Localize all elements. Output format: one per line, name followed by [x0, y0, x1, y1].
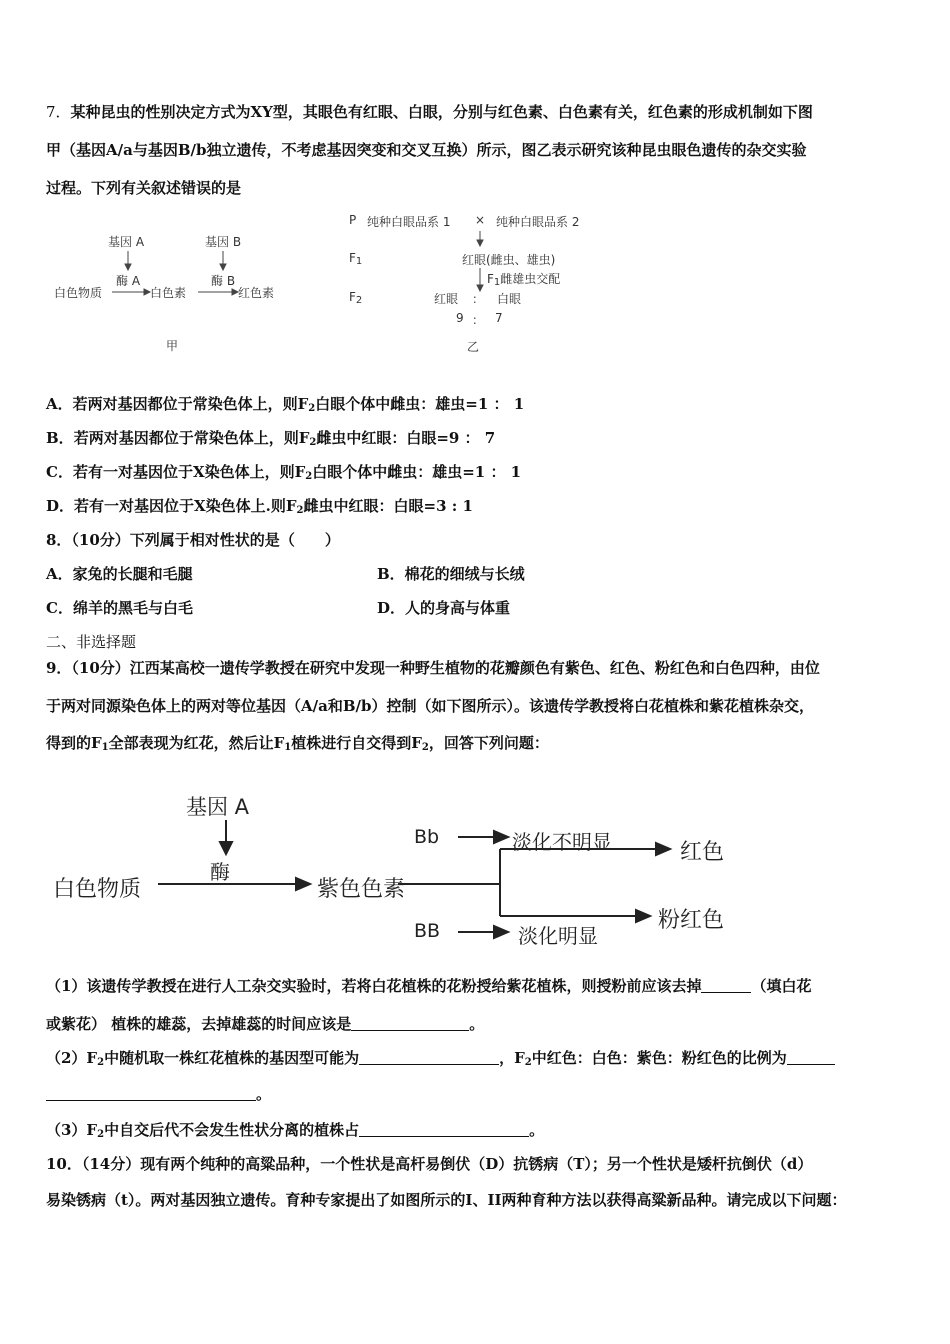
fig-q9-bb-hom: BB — [414, 920, 441, 942]
q7-number: 7． — [46, 103, 71, 121]
q7-stem-1: 某种昆虫的性别决定方式为XY型，其眼色有红眼、白眼，分别与红色素、白色素有关，红色素的形成机制如下图 — [70, 103, 813, 121]
fig-yi-f1-label: $F_1$ — [349, 251, 363, 267]
answer-blank-6[interactable] — [359, 1122, 529, 1137]
q8-option-d[interactable]: D．人的身高与体重 — [377, 599, 511, 617]
section-title: 二、非选择题 — [46, 633, 137, 651]
fig-jia-red-pigment: 红色素 — [238, 286, 275, 300]
q9-part-2-cont: 。 — [46, 1084, 271, 1104]
fig-q9-fade-strong: 淡化明显 — [518, 924, 598, 948]
q9-part-1-cont: 或紫花） 植株的雄蕊，去掉雄蕊的时间应该是 。 — [46, 1015, 485, 1033]
fig-q9-red: 红色 — [680, 840, 725, 865]
fig-jia-white-substance: 白色物质 — [54, 286, 103, 300]
fig-yi-cross: × — [475, 213, 486, 227]
q7-option-d[interactable]: D．若有一对基因位于X染色体上.则$F_2$雌虫中红眼：白眼=3 : 1 — [46, 497, 473, 516]
fig-yi-f1-phenotype: 红眼(雌虫、雄虫) — [462, 253, 556, 267]
fig-q9-gene-a: 基因 A — [186, 795, 250, 819]
fig-jia-enzyme-a: 酶 A — [116, 274, 141, 288]
fig-yi-colon: ： — [472, 292, 485, 306]
fig-jia-enzyme-b: 酶 B — [211, 274, 236, 288]
fig-jia-gene-a: 基因 A — [108, 235, 145, 249]
fig-q9-bb-het: Bb — [414, 826, 440, 848]
fig-q9-pink: 粉红色 — [658, 908, 725, 933]
fig-q9-fade-weak: 淡化不明显 — [512, 830, 612, 854]
fig-jia-caption: 甲 — [166, 339, 179, 353]
q7-option-b[interactable]: B．若两对基因都位于常染色体上，则$F_2$雌虫中红眼：白眼=9 ： 7 — [46, 429, 496, 448]
fig-jia-white-pigment: 白色素 — [150, 286, 187, 300]
fig-yi-red-eye: 红眼 — [434, 292, 459, 306]
q9-line-1: 9．（10分）江西某高校一遗传学教授在研究中发现一种野生植物的花瓣颜色有紫色、红色、粉红色和白色四种，由位 — [46, 659, 820, 677]
fig-yi-parent-1: 纯种白眼品系 1 — [367, 215, 451, 229]
fig-yi-caption: 乙 — [467, 340, 480, 354]
q9-line-2: 于两对同源染色体上的两对等位基因（A/a和B/b）控制（如下图所示）。该遗传学教授将白花植株和紫花植株杂交， — [46, 697, 814, 715]
q9-line-3: 得到的$F_1$全部表现为红花，然后让$F_1$植株进行自交得到$F_2$，回答下列问题： — [46, 734, 549, 753]
q7-line-2: 甲（基因A/a与基因B/b独立遗传，不考虑基因突变和交叉互换）所示，图乙表示研究该种昆虫眼色遗传的杂交实验 — [46, 141, 807, 159]
fig-yi-f2-label: $F_2$ — [349, 290, 363, 306]
q7-option-c[interactable]: C．若有一对基因位于X染色体上，则$F_2$白眼个体中雌虫：雄虫=1 ： 1 — [46, 463, 522, 482]
fig-yi-white-eye: 白眼 — [497, 292, 522, 306]
q9-part-2: $(2)F_2$中随机取一株红花植株的基因型可能为 ，$F_2$中红色：白色：紫色：粉红色的比例为 — [46, 1048, 835, 1068]
answer-blank-5[interactable] — [46, 1086, 256, 1101]
answer-blank-4[interactable] — [787, 1050, 835, 1065]
q8-option-c[interactable]: C．绵羊的黑毛与白毛 — [46, 599, 193, 617]
fig-yi-ratio-colon: ： — [472, 313, 485, 327]
fig-yi-f1-mating: $F_1$雌雄虫交配 — [487, 272, 561, 288]
answer-blank-1[interactable] — [701, 978, 751, 993]
fig-yi-ratio-9: 9 — [456, 311, 464, 325]
q9-part-3: $(3)F_2$中自交后代不会发生性状分离的植株占 。 — [46, 1121, 545, 1140]
fig-q9-white-substance: 白色物质 — [53, 877, 142, 902]
answer-blank-3[interactable] — [359, 1050, 499, 1065]
fig-jia-gene-b: 基因 B — [205, 235, 242, 249]
q8-option-b[interactable]: B．棉花的细绒与长绒 — [377, 565, 525, 583]
q10-line-2: 易染锈病（t）。两对基因独立遗传。育种专家提出了如图所示的I、II两种育种方法以获得高粱新品种。请完成以下问题： — [46, 1191, 847, 1209]
q7-option-a[interactable]: A．若两对基因都位于常染色体上，则$F_2$白眼个体中雌虫：雄虫=1 ： 1 — [46, 395, 525, 414]
fig-yi-parent-2: 纯种白眼品系 2 — [496, 215, 580, 229]
fig-q9-purple-pigment: 紫色色素 — [317, 877, 406, 902]
fig-q9-enzyme: 酶 — [210, 860, 230, 884]
fig-yi-p: P — [349, 213, 357, 227]
q9-part-1: （1）该遗传学教授在进行人工杂交实验时，若将白花植株的花粉授给紫花植株，则授粉前应该去掉 （填白花 — [46, 977, 812, 995]
answer-blank-2[interactable] — [351, 1016, 469, 1031]
fig-yi-ratio-7: 7 — [495, 311, 503, 325]
q8-option-a[interactable]: A．家兔的长腿和毛腿 — [46, 565, 193, 583]
q10-line-1: 10．（14分）现有两个纯种的高粱品种，一个性状是高杆易倒伏（D）抗锈病（T）；另一个性状是矮杆抗倒伏（d） — [46, 1155, 813, 1173]
q8-stem: 8．（10分）下列属于相对性状的是（ ） — [46, 531, 340, 549]
q7-line-3: 过程。下列有关叙述错误的是 — [46, 179, 242, 197]
